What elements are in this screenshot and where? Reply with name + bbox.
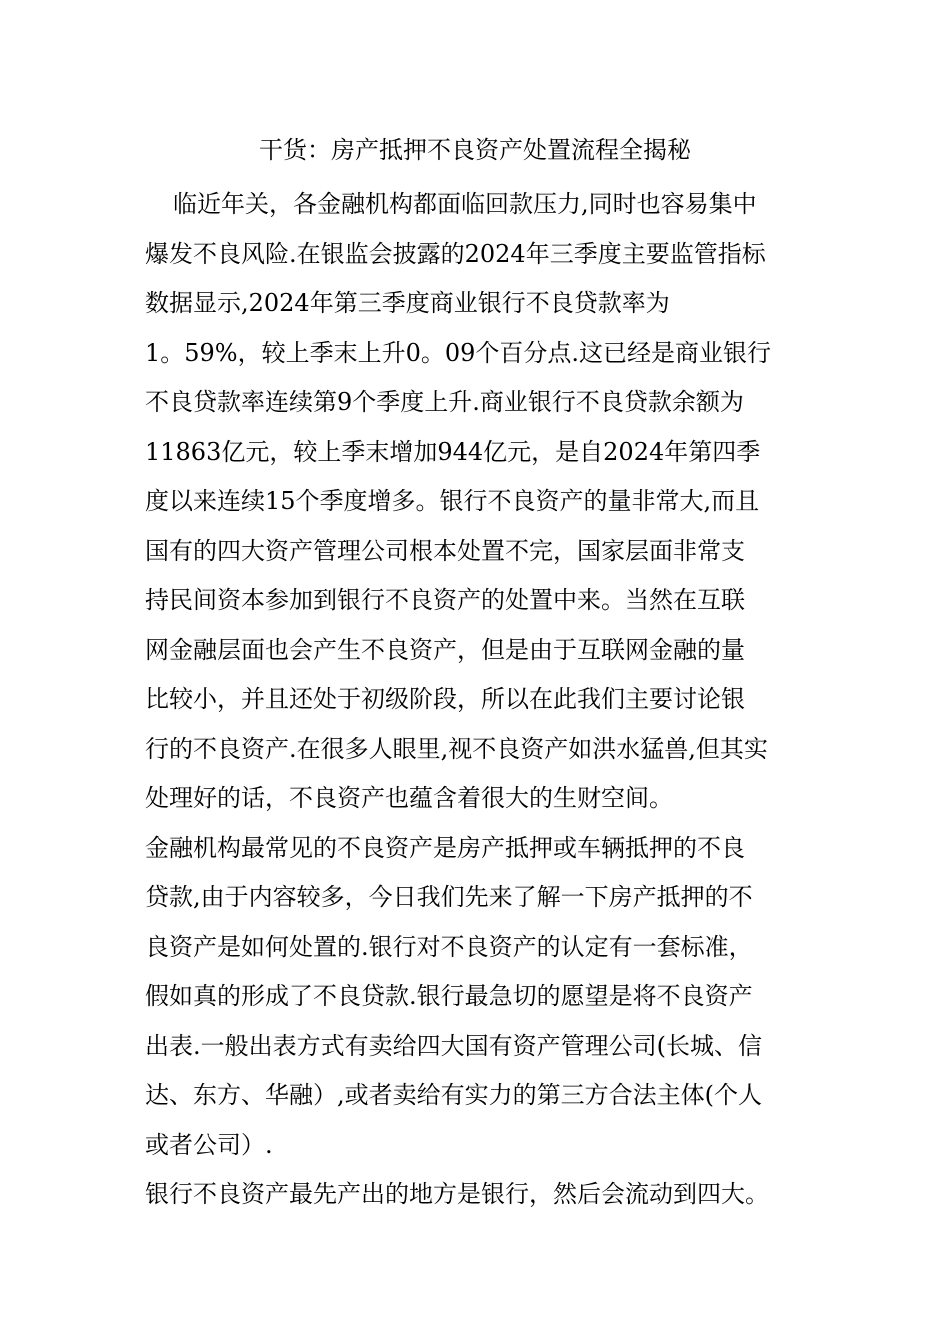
text-line: 比较小，并且还处于初级阶段，所以在此我们主要讨论银 — [145, 685, 745, 713]
text-line: 国有的四大资产管理公司根本处置不完，国家层面非常支 — [145, 536, 745, 565]
text-line: 1。59%，较上季末上升0。09个百分点.这已经是商业银行 — [145, 338, 772, 367]
text-line: 不良贷款率连续第9个季度上升.商业银行不良贷款余额为 — [145, 388, 744, 416]
text-line: 网金融层面也会产生不良资产，但是由于互联网金融的量 — [145, 635, 745, 664]
text-line: 出表.一般出表方式有卖给四大国有资产管理公司(长城、信 — [145, 1031, 762, 1060]
text-line: 行的不良资产.在很多人眼里,视不良资产如洪水猛兽,但其实 — [145, 734, 768, 763]
text-line: 贷款,由于内容较多，今日我们先来了解一下房产抵押的不 — [145, 883, 753, 911]
text-line: 金融机构最常见的不良资产是房产抵押或车辆抵押的不良 — [145, 833, 745, 862]
text-line: 爆发不良风险.在银监会披露的2024年三季度主要监管指标 — [145, 239, 766, 268]
text-line: 处理好的话，不良资产也蕴含着很大的生财空间。 — [145, 784, 673, 812]
document-title: 干货：房产抵押不良资产处置流程全揭秘 — [259, 136, 691, 164]
text-line: 假如真的形成了不良贷款.银行最急切的愿望是将不良资产 — [145, 982, 753, 1010]
text-line: 数据显示,2024年第三季度商业银行不良贷款率为 — [145, 289, 670, 317]
paragraph-flow — [145, 1170, 810, 1220]
paragraph-mortgage — [145, 824, 810, 1171]
text-line: 银行不良资产最先产出的地方是银行，然后会流动到四大。 — [145, 1180, 769, 1208]
text-line: 或者公司）. — [145, 1130, 273, 1159]
document-body — [145, 180, 810, 1220]
text-line: 良资产是如何处置的.银行对不良资产的认定有一套标准， — [145, 932, 753, 961]
text-line: 度以来连续15个季度增多。银行不良资产的量非常大,而且 — [145, 487, 760, 515]
text-line: 达、东方、华融）,或者卖给有实力的第三方合法主体(个人 — [145, 1081, 762, 1109]
text-line: 持民间资本参加到银行不良资产的处置中来。当然在互联 — [145, 586, 745, 614]
paragraph-intro — [145, 180, 810, 824]
text-line: 11863亿元，较上季末增加944亿元，是自2024年第四季 — [145, 437, 761, 466]
text-line: 临近年关，各金融机构都面临回款压力,同时也容易集中 — [173, 190, 757, 218]
